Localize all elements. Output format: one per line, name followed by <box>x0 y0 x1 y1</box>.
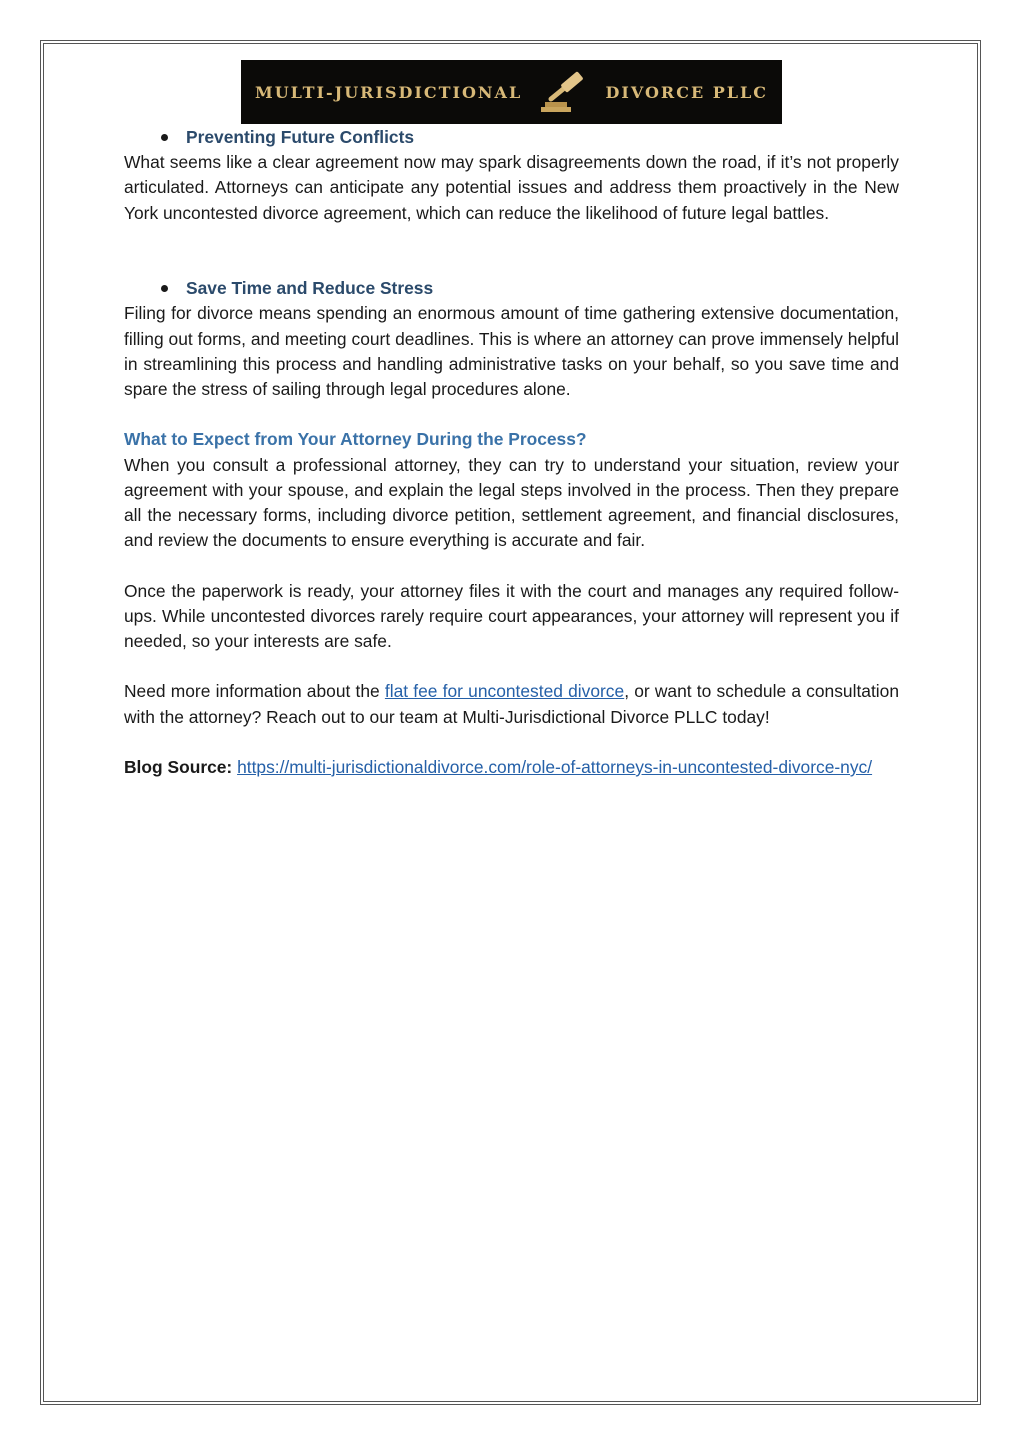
heading-what-to-expect: What to Expect from Your Attorney During the Process? <box>124 429 587 450</box>
spacer <box>124 654 899 679</box>
bullet-icon <box>161 134 168 141</box>
spacer <box>124 251 899 276</box>
logo-right-text: DIVORCE PLLC <box>605 82 768 102</box>
spacer <box>124 553 899 578</box>
paragraph-cta <box>124 679 899 729</box>
paragraph-expect-1: When you consult a professional attorney, they can try to understand your situation, review your agreement with your spouse, and explain the legal steps involved in the process. Then they prepare all the necessary forms, including divorce petition, settlement agreement, and financial disclosures, and review the documents to ensure everything is accurate and fair. <box>124 454 899 551</box>
blog-source-link[interactable]: https://multi-jurisdictionaldivorce.com/role-of-attorneys-in-uncontested-divorce-nyc/ <box>237 756 873 777</box>
heading-text: Save Time and Reduce Stress <box>186 278 434 299</box>
bullet-icon <box>161 285 168 292</box>
paragraph-save-time: Filing for divorce means spending an enormous amount of time gathering extensive documentation, filling out forms, and meeting court deadlines. This is where an attorney can prove immensely helpful in streamlining this process and handling administrative tasks on your behalf, so you save time and spare the stress of sailing through legal procedures alone. <box>124 303 899 399</box>
spacer <box>124 226 899 251</box>
cta-text-after: , or want to schedule a consultation with the attorney? Reach out to our team at Multi-Jurisdictional Divorce PLLC today! <box>124 681 899 727</box>
document-body <box>124 125 899 780</box>
flat-fee-link[interactable]: flat fee for uncontested divorce <box>384 681 625 702</box>
cta-text-before: Need more information about the <box>124 681 385 702</box>
heading-text: Preventing Future Conflicts <box>186 127 415 147</box>
logo-left-text: MULTI-JURISDICTIONAL <box>255 82 523 102</box>
paragraph-expect-2: Once the paperwork is ready, your attorney files it with the court and manages any required follow-ups. While uncontested divorces rarely require court appearances, your attorney will represent you if needed, so your interests are safe. <box>124 580 899 651</box>
spacer <box>124 402 899 427</box>
paragraph-source <box>124 755 899 780</box>
logo-banner <box>241 60 782 124</box>
gavel-icon <box>537 69 591 115</box>
spacer <box>124 730 899 755</box>
blog-source-label: Blog Source: <box>124 756 233 777</box>
paragraph-preventing: What seems like a clear agreement now may spark disagreements down the road, if it’s not properly articulated. Attorneys can anticipate any potential issues and address them proactively in the New York uncontested divorce agreement, which can reduce the likelihood of future legal battles. <box>124 152 899 223</box>
heading-preventing-future-conflicts <box>124 125 899 150</box>
heading-save-time <box>124 276 899 301</box>
